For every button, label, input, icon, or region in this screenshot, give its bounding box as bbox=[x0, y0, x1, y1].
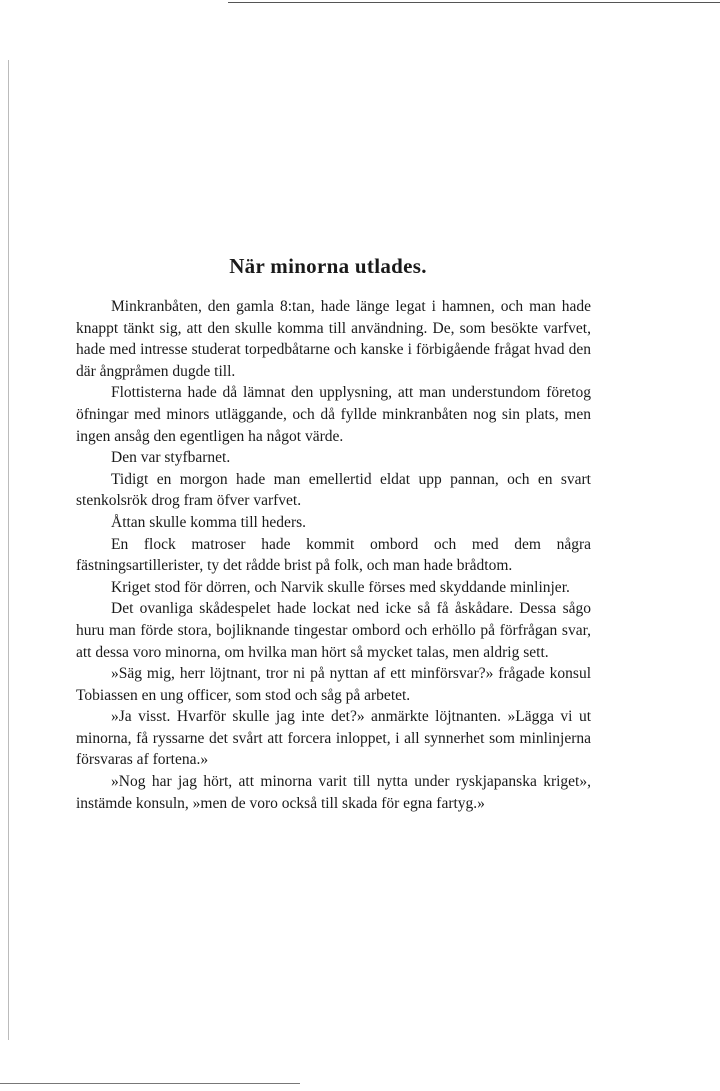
paragraph: Åttan skulle komma till heders. bbox=[111, 513, 307, 531]
paragraph: En flock matroser hade kommit ombord och med dem några fästningsartillerister, ty det rådde brist på folk, och man hade brådtom. bbox=[76, 535, 591, 575]
paragraph: »Säg mig, herr löjtnant, tror ni på nyttan af ett minförsvar?» frågade konsul Tobiassen en ung officer, som stod och såg på arbetet. bbox=[76, 665, 591, 704]
paragraph: Kriget stod för dörren, och Narvik skulle förses med skyddande minlinjer. bbox=[111, 578, 570, 596]
paragraph: Tidigt en morgon hade man emellertid eldat upp pannan, och en svart stenkolsrök drog fram öfver varfvet. bbox=[76, 470, 591, 510]
paragraph: »Nog har jag hört, att minorna varit till nytta under ryskjapanska kriget», instämde konsuln, »men de voro också till skada för egna fartyg.» bbox=[76, 773, 591, 812]
paragraph: Minkranbåten, den gamla 8:tan, hade länge legat i hamnen, och man hade knappt tänkt sig, att den skulle komma till användning. De, som besökte varfvet, hade med intresse studerat torpedbåtarne och kanske i förbigående frågat hvad den där ångpråmen dugde till. bbox=[76, 298, 591, 380]
bottom-edge-rule bbox=[0, 1083, 300, 1084]
paragraph: Det ovanliga skådespelet hade lockat ned icke så få åskådare. Dessa sågo huru man förde stora, bojliknande tingestar ombord och erhöllo på förfrågan svar, att dessa voro minorna, om hvilka man hört så mycket talas, men aldrig sett. bbox=[76, 600, 591, 661]
top-edge-rule bbox=[228, 2, 720, 3]
paragraph: Den var styfbarnet. bbox=[111, 449, 231, 467]
paragraph: »Ja visst. Hvarför skulle jag inte det?» anmärkte löjtnanten. »Lägga vi ut minorna, få ryssarne det svårt att forcera inloppet, i all synnerhet som minlinjerna försvaras af fortena.» bbox=[76, 708, 591, 769]
chapter-title: När minorna utlades. bbox=[229, 254, 427, 279]
left-edge-rule bbox=[8, 60, 9, 1040]
chapter-body bbox=[76, 296, 591, 814]
paragraph: Flottisterna hade då lämnat den upplysning, att man understundom företog öfningar med minors utläggande, och då fyllde minkranbåten nog sin plats, men ingen ansåg den egentligen ha något värde. bbox=[76, 384, 591, 445]
